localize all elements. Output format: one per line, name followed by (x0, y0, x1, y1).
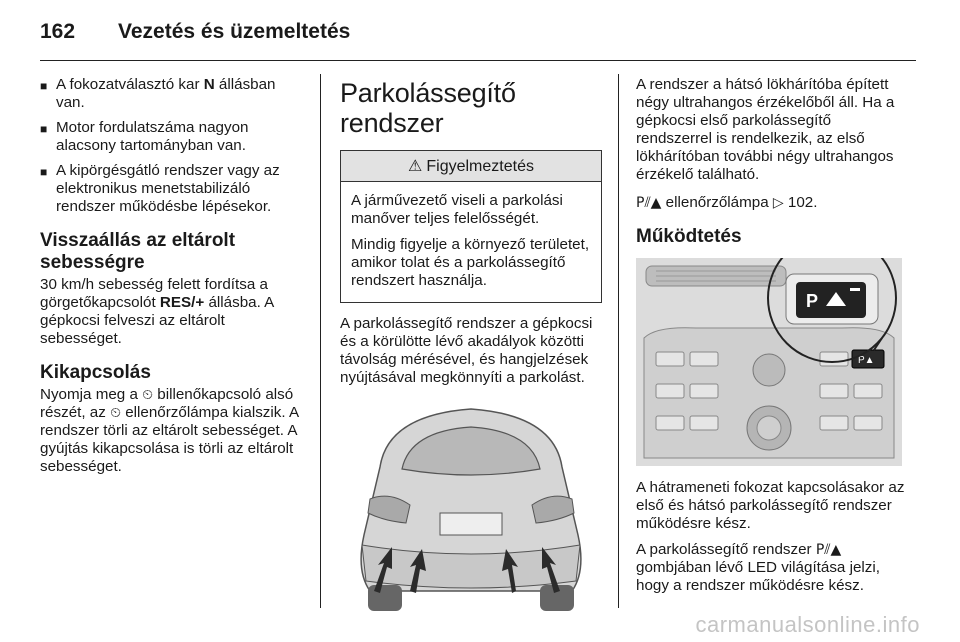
list-item: ■ A kipörgésgátló rendszer vagy az elektronikus menetstabilizáló rendszer működésbe lépésekor. (40, 162, 280, 215)
column-divider-1 (320, 74, 321, 608)
off-text: Nyomja meg a ⏲ billenőkapcsoló alsó részét, az ⏲ ellenőrzőlámpa kialszik. A rendszer törli az eltárolt sebességet. A gyújtás kikapcsolása is törli az eltárolt sebességet. (40, 386, 299, 475)
section-title: Parkolássegítő rendszer (340, 78, 516, 138)
reference-arrow-icon: ▷ (772, 195, 784, 211)
operation-text-1: A hátrameneti fokozat kapcsolásakor az első és hátsó parkolássegítő rendszer működésre kész. (636, 479, 905, 532)
sensor-description: A rendszer a hátsó lökhárítóba épített négy ultrahangos érzékelőből áll. Ha a gépkocsi első parkolássegítő rendszerrel is rendelkezik, az első lökhárítóban további négy ultrahangos érzékelő található. (636, 76, 895, 183)
column-divider-2 (618, 74, 619, 608)
rear-bumper-illustration (340, 395, 602, 617)
list-item: ■ A fokozatválasztó kar N állásban van. (40, 76, 276, 111)
warning-body: A járművezető viseli a parkolási manőver teljes felelősségét. Mindig figyelje a környező területet, amikor tolat és a parkolássegítő rendszert használja. (351, 192, 590, 289)
rear-bumper-figure (340, 395, 602, 622)
warning-box (340, 150, 602, 303)
resume-text: 30 km/h sebesség felett fordítsa a görgetőkapcsolót RES/+ állásba. A gépkocsi felveszi az eltárolt sebességet. (40, 276, 274, 347)
column-right (636, 76, 906, 603)
cruise-control-icon: ⏲ (142, 387, 154, 403)
cruise-control-icon: ⏲ (110, 405, 121, 421)
indicator-reference: P⫽▲ ellenőrzőlámpa ▷ 102. (636, 194, 818, 211)
svg-text:P▲: P▲ (858, 355, 875, 366)
page-number: 162 (40, 20, 76, 43)
park-assist-description: A parkolássegítő rendszer a gépkocsi és a körülötte lévő akadályok közötti távolság mérésével, és hangjelzések nyújtásával megkönnyíti a parkolást. (340, 315, 593, 386)
watermark: carmanualsonline.info (695, 612, 920, 637)
section-heading-off: Kikapcsolás (40, 362, 151, 383)
console-figure (636, 258, 906, 471)
bullet-icon: ■ (40, 165, 48, 179)
list-item: ■ Motor fordulatszáma nagyon alacsony tartományban van. (40, 119, 249, 154)
warning-triangle-icon: ⚠ (408, 156, 423, 175)
svg-text:P: P (806, 291, 819, 311)
column-middle (340, 76, 602, 630)
center-console-illustration (636, 258, 902, 466)
section-heading-resume: Visszaállás az eltárolt sebességre (40, 230, 236, 273)
operation-text-2: A parkolássegítő rendszer P⫽▲ gombjában lévő LED világítása jelzi, hogy a rendszer működésre kész. (636, 541, 880, 594)
column-left (40, 76, 302, 484)
condition-list (40, 76, 302, 216)
bullet-icon: ■ (40, 122, 48, 136)
park-assist-icon: P⫽▲ (815, 542, 842, 558)
bullet-icon: ■ (40, 79, 48, 93)
chapter-title: Vezetés és üzemeltetés (118, 20, 351, 43)
section-heading-operation: Működtetés (636, 226, 742, 247)
page-header (40, 14, 920, 54)
park-assist-icon: P⫽▲ (636, 195, 662, 211)
header-divider (40, 60, 916, 61)
warning-header: ⚠ Figyelmeztetés (341, 151, 601, 182)
